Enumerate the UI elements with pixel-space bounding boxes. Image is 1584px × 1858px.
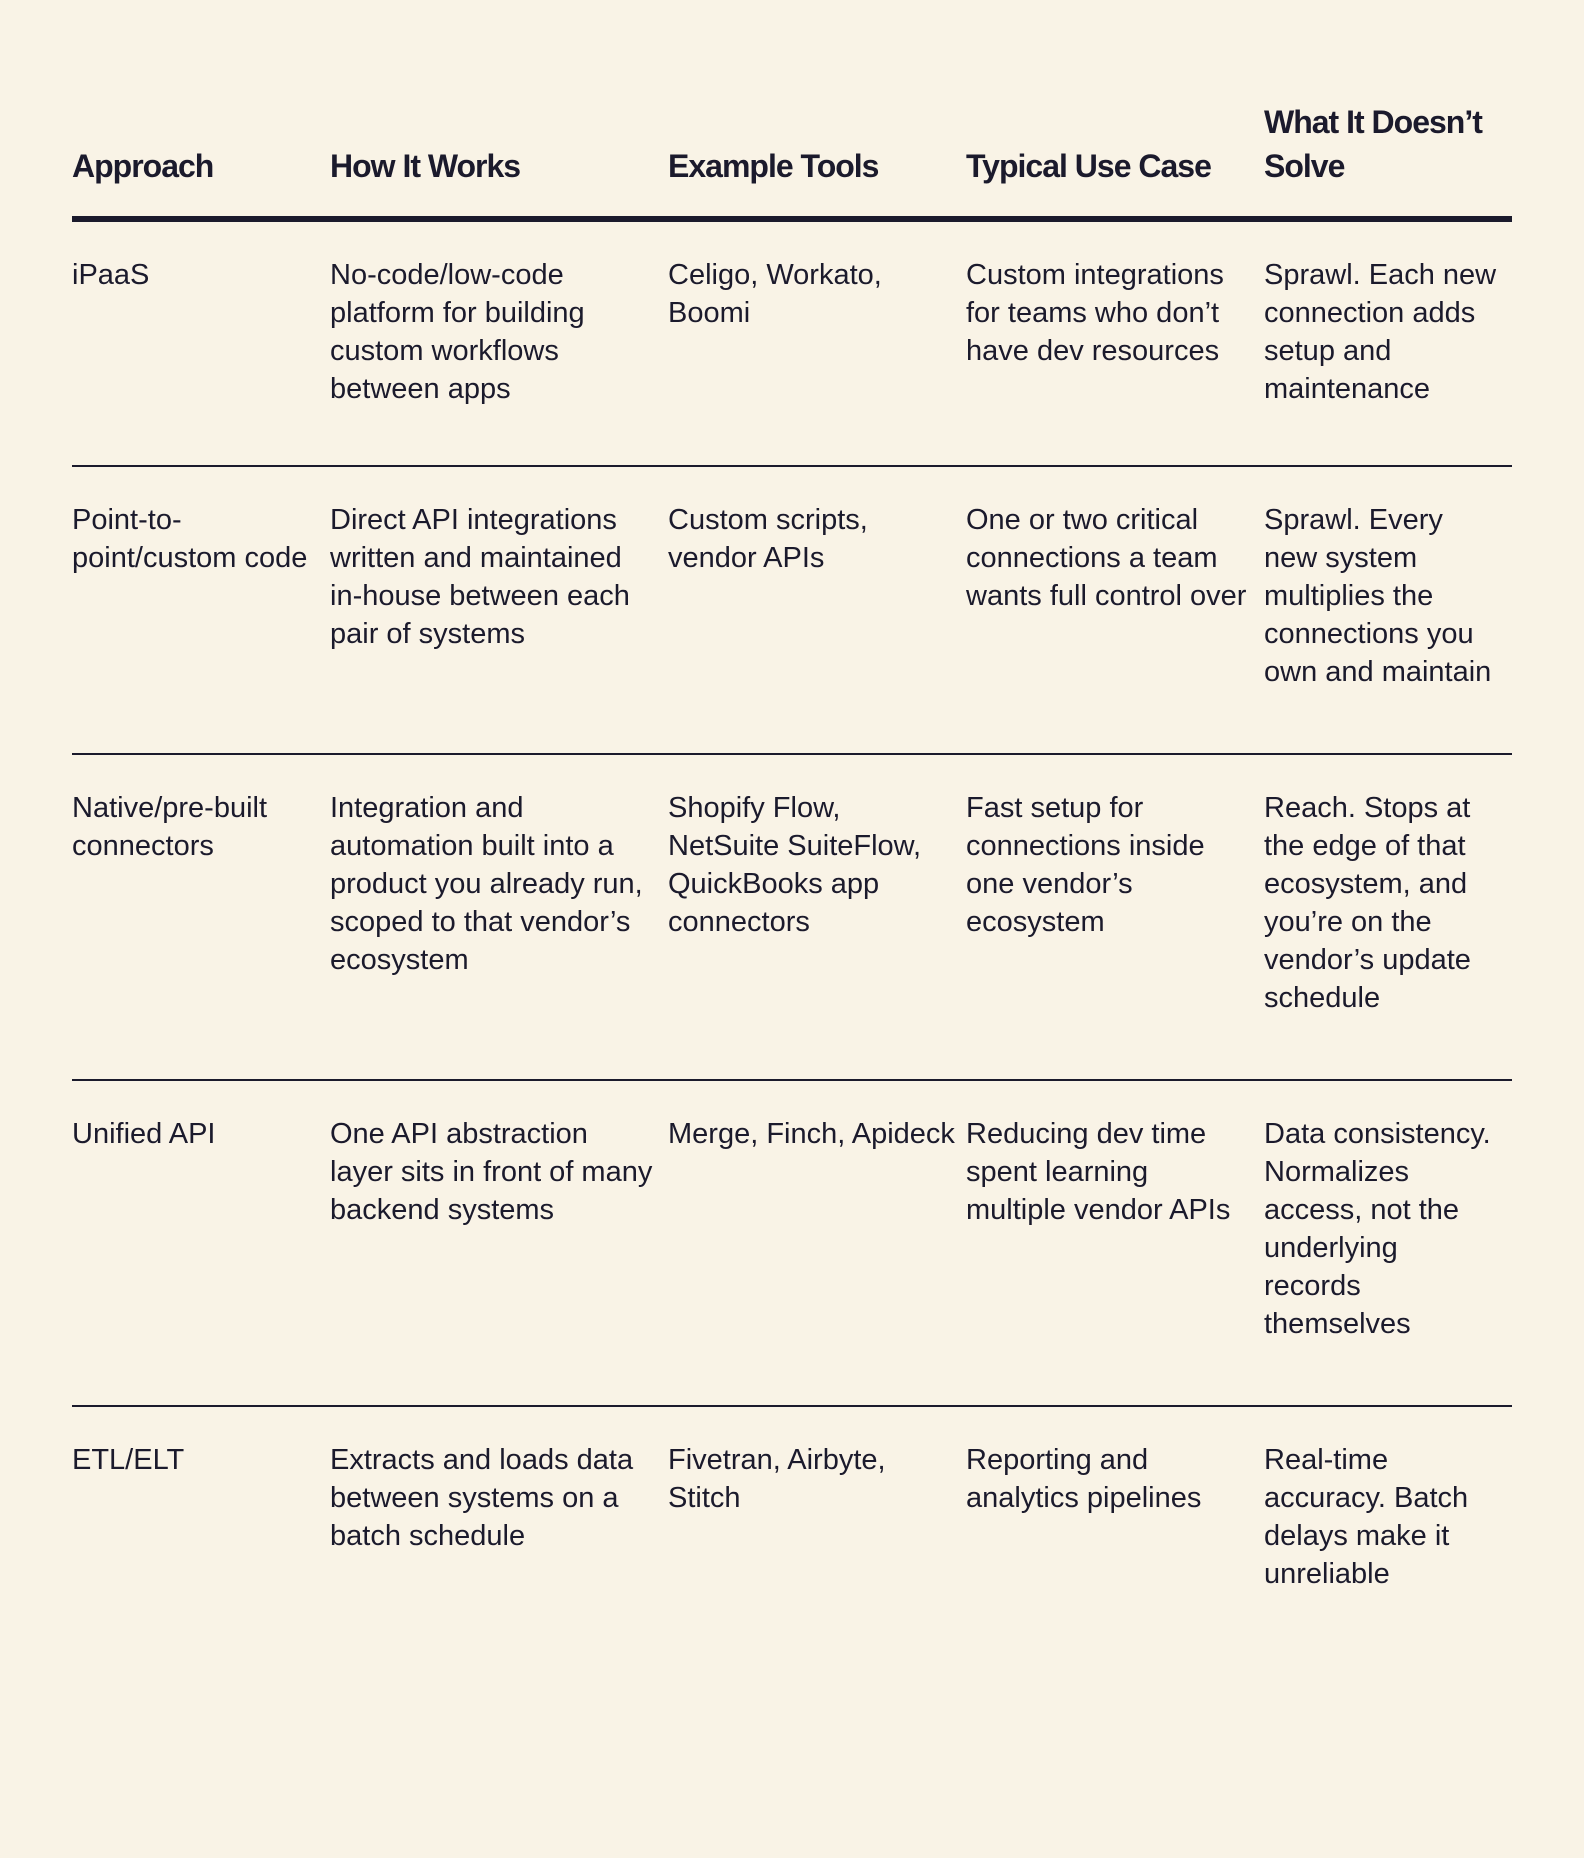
header-approach: Approach xyxy=(72,100,330,219)
cell-example-tools: Celigo, Workato, Boomi xyxy=(668,219,966,466)
cell-what-it-doesnt-solve: Reach. Stops at the edge of that ecosystem, and you’re on the vendor’s update schedule xyxy=(1264,754,1512,1080)
cell-typical-use-case: Fast setup for connections inside one vendor’s ecosystem xyxy=(966,754,1264,1080)
cell-approach: ETL/ELT xyxy=(72,1444,185,1476)
table-row xyxy=(72,466,1512,754)
cell-how-it-works: One API abstraction layer sits in front of many backend systems xyxy=(330,1080,668,1406)
table-row xyxy=(72,754,1512,1080)
cell-example-tools: Merge, Finch, Apideck xyxy=(668,1080,966,1406)
cell-typical-use-case: Custom integrations for teams who don’t have dev resources xyxy=(966,219,1264,466)
cell-typical-use-case: One or two critical connections a team wants full control over xyxy=(966,466,1264,754)
cell-example-tools: Shopify Flow, NetSuite SuiteFlow, QuickBooks app connectors xyxy=(668,754,966,1080)
cell-what-it-doesnt-solve: Sprawl. Each new connection adds setup and maintenance xyxy=(1264,219,1512,466)
cell-what-it-doesnt-solve: Sprawl. Every new system multiplies the connections you own and maintain xyxy=(1264,466,1512,754)
comparison-table xyxy=(72,100,1512,1636)
cell-how-it-works: Integration and automation built into a product you already run, scoped to that vendor’s ecosystem xyxy=(330,754,668,1080)
header-example-tools: Example Tools xyxy=(668,100,966,219)
table-row xyxy=(72,219,1512,466)
cell-what-it-doesnt-solve: Data consistency. Normalizes access, not the underlying records themselves xyxy=(1264,1080,1512,1406)
cell-what-it-doesnt-solve: Real-time accuracy. Batch delays make it unreliable xyxy=(1264,1444,1469,1590)
cell-approach: Native/pre-built connectors xyxy=(72,754,330,1080)
cell-approach: Unified API xyxy=(72,1080,330,1406)
cell-how-it-works: Extracts and loads data between systems on a batch schedule xyxy=(330,1444,634,1552)
header-how-it-works: How It Works xyxy=(330,100,668,219)
cell-example-tools: Custom scripts, vendor APIs xyxy=(668,466,966,754)
header-typical-use-case: Typical Use Case xyxy=(966,100,1264,219)
table-row xyxy=(72,1080,1512,1406)
header-what-it-doesnt-solve: What It Doesn’t Solve xyxy=(1264,100,1512,219)
cell-typical-use-case: Reducing dev time spent learning multiple vendor APIs xyxy=(966,1080,1264,1406)
cell-approach: Point-to-point/custom code xyxy=(72,466,330,754)
table-row xyxy=(72,1406,1512,1636)
cell-how-it-works: Direct API integrations written and maintained in-house between each pair of systems xyxy=(330,466,668,754)
cell-approach: iPaaS xyxy=(72,219,330,466)
header-row xyxy=(72,100,1512,219)
cell-typical-use-case: Reporting and analytics pipelines xyxy=(966,1444,1202,1514)
cell-how-it-works: No-code/low-code platform for building custom workflows between apps xyxy=(330,219,668,466)
cell-example-tools: Fivetran, Airbyte, Stitch xyxy=(668,1444,886,1514)
